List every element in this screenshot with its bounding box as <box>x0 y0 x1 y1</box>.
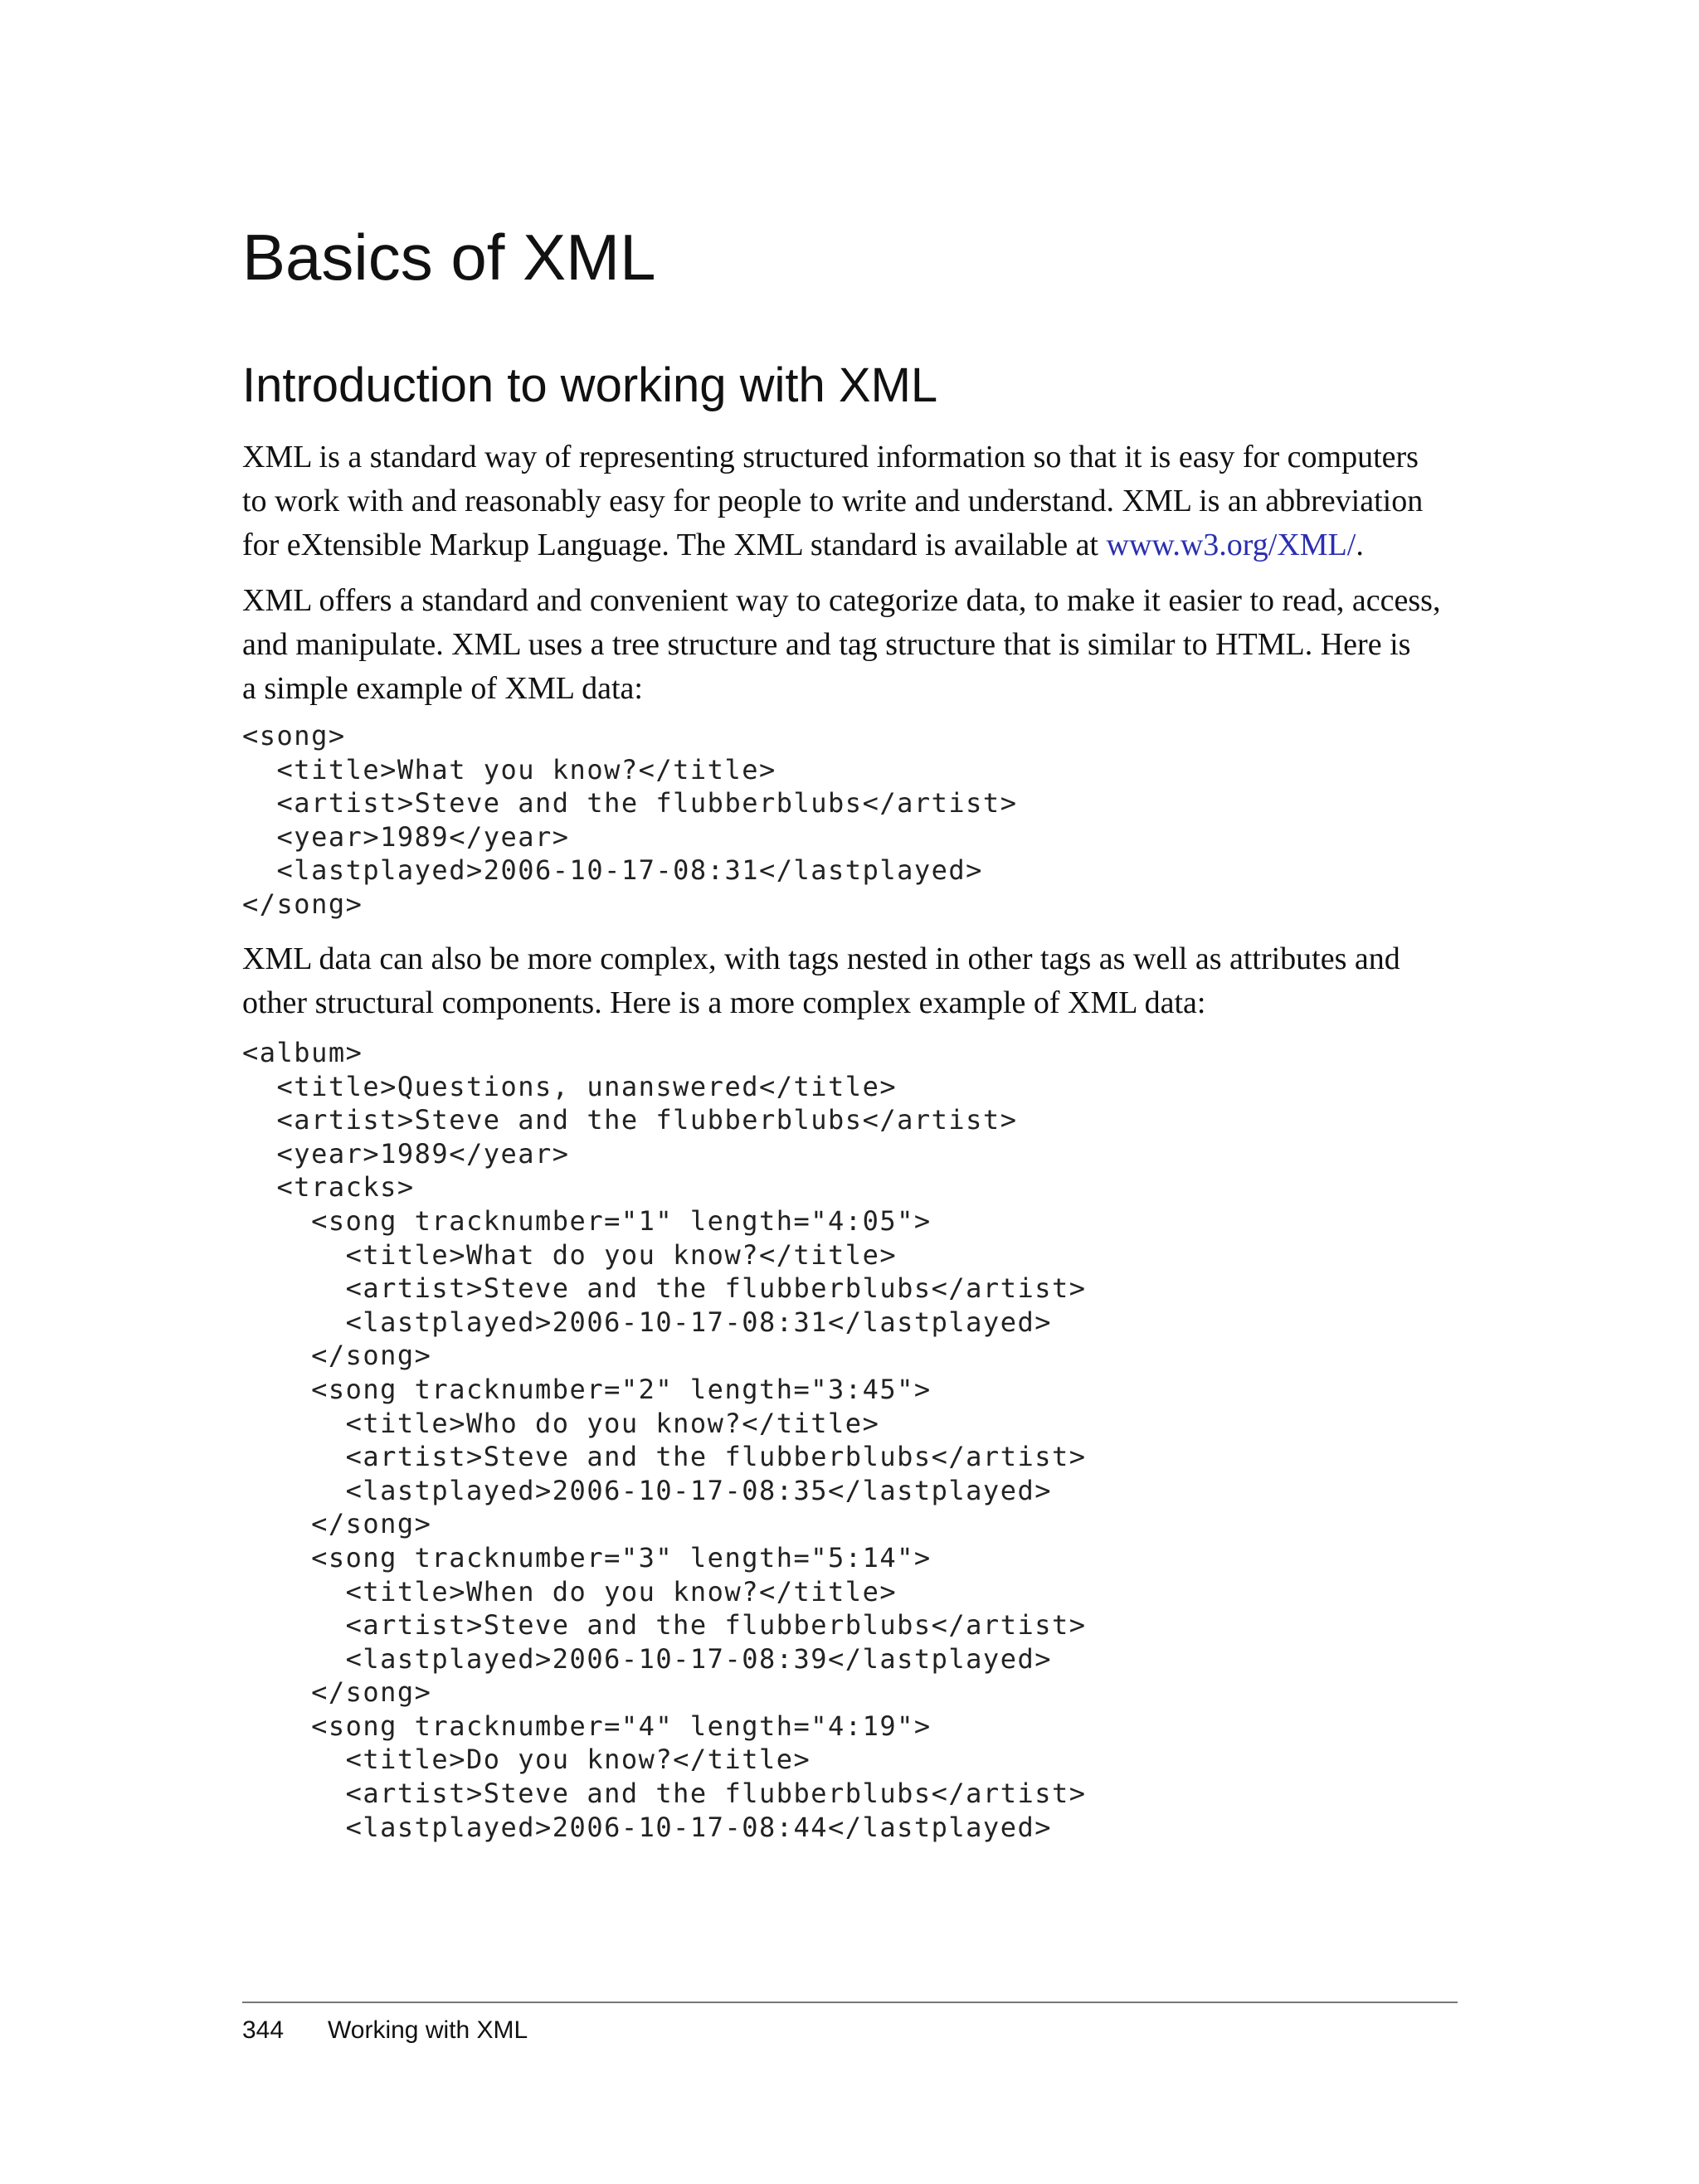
code-line: <lastplayed>2006-10-17-08:31</lastplayed> <box>242 854 983 887</box>
overview-paragraph <box>242 579 1460 711</box>
code-line: <title>What you know?</title> <box>242 753 776 786</box>
complex-paragraph <box>242 937 1460 1025</box>
code-line: <title>Questions, unanswered</title> <box>242 1070 898 1102</box>
paragraph-line <box>242 523 1460 567</box>
code-line: <song tracknumber="2" length="3:45"> <box>242 1373 932 1405</box>
w3c-xml-link[interactable]: www.w3.org/XML/ <box>1106 528 1356 562</box>
code-line: <title>Do you know?</title> <box>242 1744 811 1776</box>
footer-divider <box>242 2002 1458 2003</box>
code-line: <year>1989</year> <box>242 1137 570 1170</box>
code-line: <lastplayed>2006-10-17-08:39</lastplayed> <box>242 1642 1052 1675</box>
code-line: <tracks> <box>242 1171 415 1204</box>
paragraph-line: XML is a standard way of representing structured information so that it is easy for computers <box>242 440 1419 474</box>
code-line: <song tracknumber="3" length="5:14"> <box>242 1541 932 1574</box>
code-line: <lastplayed>2006-10-17-08:31</lastplayed> <box>242 1306 1052 1338</box>
paragraph-line: XML data can also be more complex, with tags nested in other tags as well as attributes and <box>242 941 1400 976</box>
code-line: <song> <box>242 720 346 752</box>
complex-xml-example <box>242 1036 1087 1844</box>
code-line: </song> <box>242 1340 432 1372</box>
paragraph-text: for eXtensible Markup Language. The XML standard is available at <box>242 528 1107 562</box>
section-title: Introduction to working with XML <box>242 358 938 412</box>
code-line: <title>What do you know?</title> <box>242 1238 898 1271</box>
code-line: <artist>Steve and the flubberblubs</artist> <box>242 1272 1087 1305</box>
page-number: 344 <box>242 2016 285 2044</box>
paragraph-line: other structural components. Here is a more complex example of XML data: <box>242 985 1206 1020</box>
code-line: <artist>Steve and the flubberblubs</artist> <box>242 787 1018 820</box>
page-footer <box>242 2014 528 2047</box>
code-line: <song tracknumber="1" length="4:05"> <box>242 1204 932 1237</box>
paragraph-text: . <box>1356 528 1364 562</box>
code-line: <artist>Steve and the flubberblubs</artist> <box>242 1609 1087 1642</box>
code-line: </song> <box>242 888 363 920</box>
paragraph-line: a simple example of XML data: <box>242 671 643 706</box>
code-line: </song> <box>242 1676 432 1709</box>
code-line: <year>1989</year> <box>242 820 570 853</box>
code-line: <artist>Steve and the flubberblubs</artist> <box>242 1778 1087 1810</box>
code-line: <artist>Steve and the flubberblubs</artist> <box>242 1104 1018 1136</box>
code-line: <lastplayed>2006-10-17-08:44</lastplayed> <box>242 1811 1052 1843</box>
code-line: <album> <box>242 1037 363 1068</box>
paragraph-line: XML offers a standard and convenient way to categorize data, to make it easier to read, access, <box>242 583 1441 618</box>
simple-xml-example <box>242 719 1017 922</box>
code-line: <lastplayed>2006-10-17-08:35</lastplayed> <box>242 1474 1052 1506</box>
code-line: <title>Who do you know?</title> <box>242 1407 880 1439</box>
paragraph-line: to work with and reasonably easy for people to write and understand. XML is an abbreviation <box>242 484 1424 518</box>
code-line: </song> <box>242 1508 432 1540</box>
code-line: <title>When do you know?</title> <box>242 1575 898 1608</box>
footer-section-title: Working with XML <box>328 2016 528 2044</box>
code-line: <artist>Steve and the flubberblubs</artist> <box>242 1441 1087 1473</box>
paragraph-line: and manipulate. XML uses a tree structure and tag structure that is similar to HTML. Here is <box>242 627 1411 662</box>
code-line: <song tracknumber="4" length="4:19"> <box>242 1710 932 1742</box>
intro-paragraph <box>242 435 1460 567</box>
chapter-title: Basics of XML <box>242 221 656 294</box>
